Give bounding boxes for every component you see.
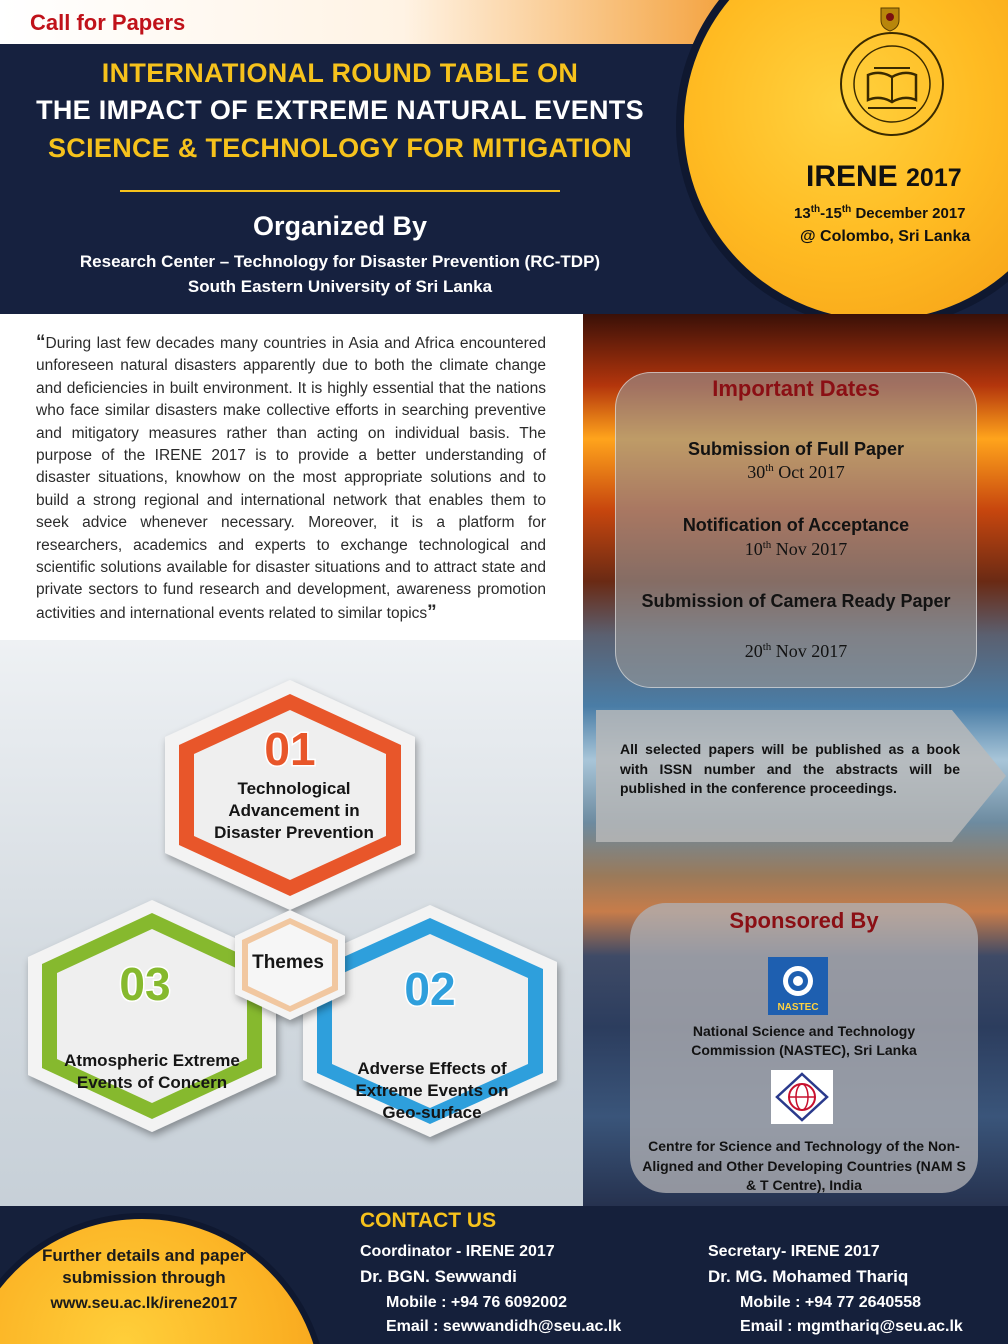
date-value-notification: 10th Nov 2017 — [744, 539, 848, 559]
themes-center-label: Themes — [252, 952, 324, 973]
event-dates: 13th-15th December 2017 — [794, 204, 966, 222]
secretary-name: Dr. MG. Mohamed Thariq — [708, 1267, 909, 1286]
organized-by-heading: Organized By — [252, 211, 428, 241]
event-description: “During last few decades many countries in Asia and Africa encountered unforeseen natural disasters apparently due to both the climate change and deficiencies in built environment. It is highly essential that the nations who face similar disasters make collective efforts in searching preventive and mitigatory measures rather than acting on individual basis. The purpose of the IRENE 2017 is to provide a better understanding of disaster situations, knowhow on the most appropriate solutions and to build a strong regional and international network that enables them to seek advice whenever necessary. Moreover, it is a platform for researchers, academics and experts to exchange technological and scientific solutions available for disaster situations and to attract state and private sectors to fund research and development, awareness promotion activities and international events related to similar topics” — [36, 332, 546, 623]
university-seal-icon — [838, 30, 946, 138]
sponsor-nam-name: Centre for Science and Technology of the Non-Aligned and Other Developing Countries (NAM S & T Centre), India — [642, 1138, 966, 1193]
title-line-1: INTERNATIONAL ROUND TABLE ON — [101, 58, 579, 88]
publication-note: All selected papers will be published as a book with ISSN number and the abstracts will be published in the conference proceedings. — [620, 741, 960, 796]
theme-number-01: 01 — [264, 723, 316, 775]
call-for-papers-label: Call for Papers — [30, 10, 186, 35]
date-label-notification: Notification of Acceptance — [682, 515, 910, 535]
theme-label-01: Technological Advancement in Disaster Prevention — [214, 779, 374, 842]
secretary-mobile: Mobile : +94 77 2640558 — [740, 1294, 921, 1311]
title-divider — [120, 190, 560, 192]
sponsors-title: Sponsored By — [729, 908, 879, 933]
svg-text:NASTEC: NASTEC — [777, 1002, 819, 1013]
coordinator-mobile: Mobile : +94 76 6092002 — [386, 1294, 567, 1311]
sponsor-nastec-name: National Science and Technology Commission (NASTEC), Sri Lanka — [691, 1023, 917, 1058]
date-value-camera-ready: 20th Nov 2017 — [744, 641, 848, 661]
theme-label-02: Adverse Effects of Extreme Events on Geo-surface — [355, 1059, 509, 1122]
important-dates-title: Important Dates — [712, 376, 880, 401]
coordinator-name: Dr. BGN. Sewwandi — [360, 1267, 517, 1286]
submission-url[interactable]: www.seu.ac.lk/irene2017 — [50, 1295, 238, 1312]
date-value-full-paper: 30th Oct 2017 — [747, 462, 845, 482]
theme-label-03: Atmospheric Extreme Events of Concern — [64, 1051, 240, 1092]
theme-number-02: 02 — [404, 963, 456, 1015]
organizer-center: Research Center – Technology for Disaster Prevention (RC-TDP) — [79, 252, 601, 271]
lion-crest-icon — [878, 6, 902, 32]
nastec-logo-icon — [768, 957, 828, 1015]
title-line-2: THE IMPACT OF EXTREME NATURAL EVENTS — [36, 95, 644, 125]
contact-us-title: CONTACT US — [360, 1209, 497, 1232]
globe-logo-icon — [771, 1070, 833, 1124]
organizer-university: South Eastern University of Sri Lanka — [187, 277, 493, 296]
theme-number-03: 03 — [119, 958, 171, 1010]
date-label-camera-ready: Submission of Camera Ready Paper — [641, 591, 951, 611]
event-location: @ Colombo, Sri Lanka — [800, 228, 971, 245]
secretary-email[interactable]: Email : mgmthariq@seu.ac.lk — [740, 1318, 963, 1335]
event-name: IRENE 2017 — [806, 160, 962, 193]
title-line-3: SCIENCE & TECHNOLOGY FOR MITIGATION — [47, 133, 632, 163]
further-details-text: Further details and paper submission through — [41, 1246, 247, 1287]
coordinator-email[interactable]: Email : sewwandidh@seu.ac.lk — [386, 1318, 622, 1335]
date-label-full-paper: Submission of Full Paper — [687, 439, 905, 459]
secretary-role: Secretary- IRENE 2017 — [708, 1243, 880, 1260]
coordinator-role: Coordinator - IRENE 2017 — [360, 1243, 555, 1260]
